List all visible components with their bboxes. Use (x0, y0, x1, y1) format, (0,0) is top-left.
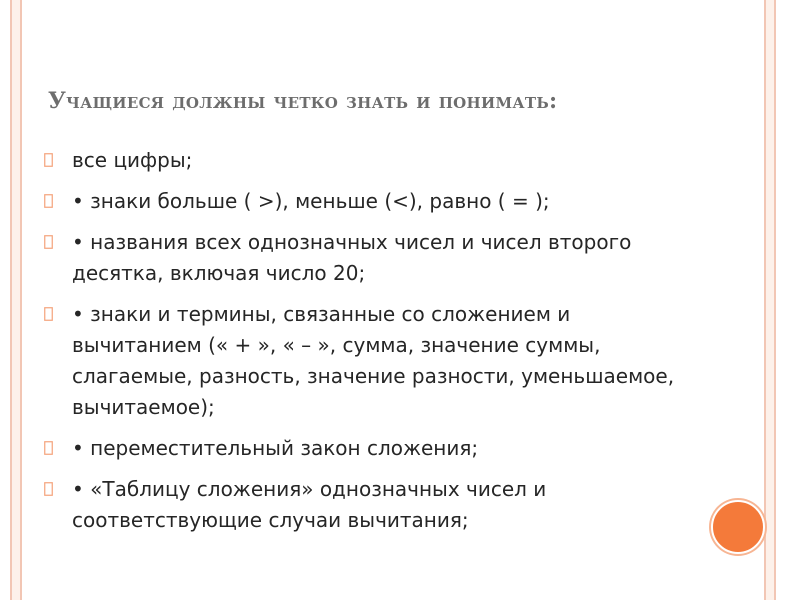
list-item-text: все цифры; (72, 148, 193, 172)
bullet-icon (44, 307, 53, 321)
list-item (44, 186, 704, 217)
list-item (44, 474, 704, 536)
left-decorative-border (10, 0, 22, 600)
slide-title: Учащиеся должны четко знать и понимать: (48, 88, 558, 114)
bullet-list (44, 145, 704, 546)
list-item (44, 145, 704, 176)
list-item-text: • переместительный закон сложения; (72, 436, 479, 460)
bullet-icon (44, 153, 53, 167)
list-item-text: • знаки больше ( >), меньше (<), равно ( = ); (72, 189, 550, 213)
list-item (44, 433, 704, 464)
right-decorative-border (764, 0, 776, 600)
list-item (44, 299, 704, 423)
list-item-text: • названия всех однозначных чисел и чисел второго десятка, включая число 20; (72, 230, 632, 285)
orange-circle-decoration (711, 500, 765, 554)
bullet-icon (44, 194, 53, 208)
list-item-text: • «Таблицу сложения» однозначных чисел и соответствующие случаи вычитания; (72, 477, 547, 532)
bullet-icon (44, 441, 53, 455)
list-item (44, 227, 704, 289)
list-item-text: • знаки и термины, связанные со сложением и вычитанием (« + », « – », сумма, значение суммы, слагаемые, разность, значение разности, уменьшаемое, вычитаемое); (72, 302, 675, 419)
bullet-icon (44, 235, 53, 249)
bullet-icon (44, 482, 53, 496)
